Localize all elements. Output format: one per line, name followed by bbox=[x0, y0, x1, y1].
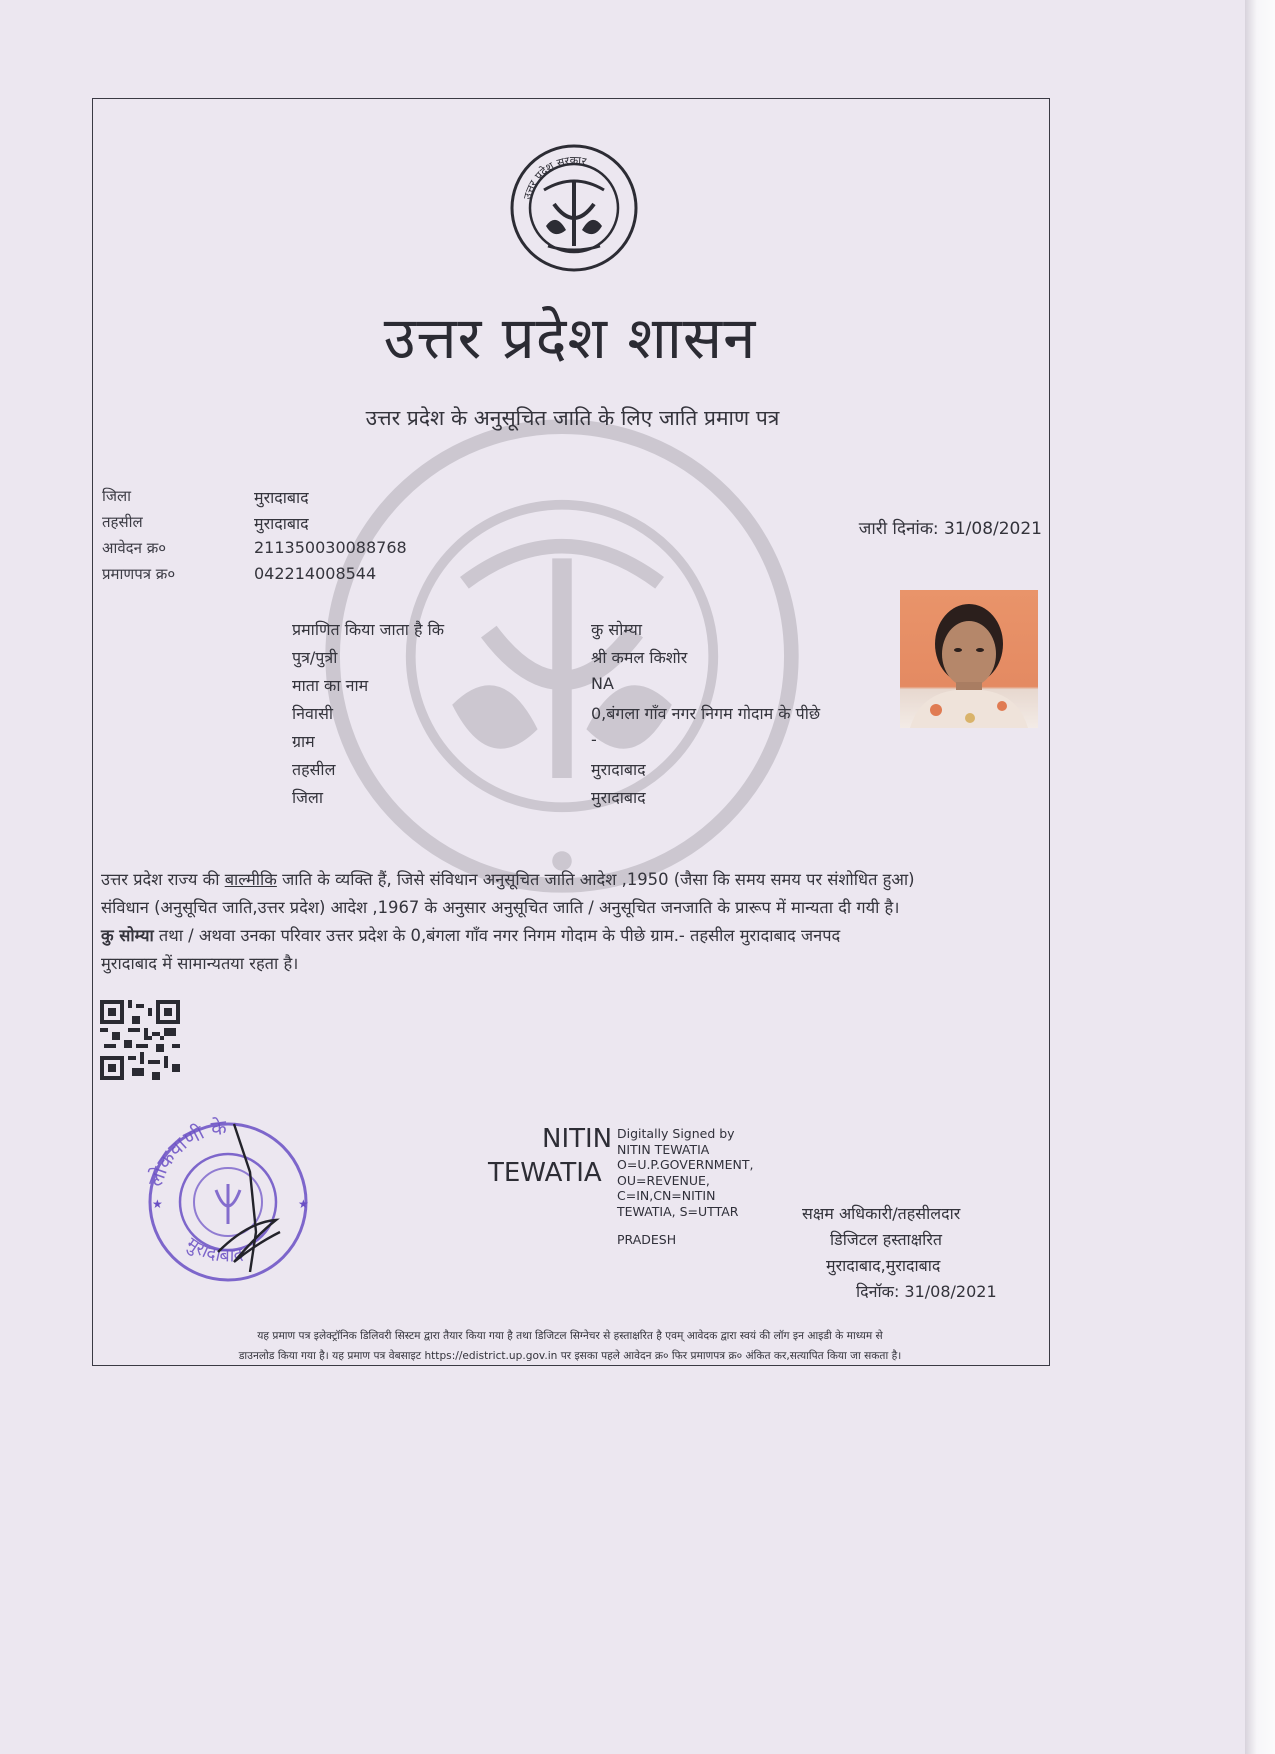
district-label: जिला bbox=[102, 487, 132, 505]
signer-last-name: TEWATIA bbox=[488, 1158, 602, 1188]
mother-name-label: माता का नाम bbox=[292, 676, 369, 695]
tehsil-value: मुरादाबाद bbox=[254, 514, 309, 533]
officer-digital-note: डिजिटल हस्ताक्षरित bbox=[830, 1230, 942, 1249]
certificate-subtitle: उत्तर प्रदेश के अनुसूचित जाति के लिए जाति प्रमाण पत्र bbox=[365, 406, 780, 430]
applicant-photo bbox=[900, 590, 1038, 728]
resident-label: निवासी bbox=[292, 704, 334, 723]
certificate-number-label: प्रमाणपत्र क्र० bbox=[102, 565, 176, 583]
grid-tehsil-value: मुरादाबाद bbox=[591, 760, 646, 779]
footer-note bbox=[100, 1326, 1040, 1366]
paragraph-line-1: उत्तर प्रदेश राज्य की बाल्मीकि जाति के व्यक्ति हैं, जिसे संविधान अनुसूचित जाति आदेश ,1950 (जैसा कि समय समय पर संशोधित हुआ) bbox=[101, 870, 915, 889]
footer-line-1: यह प्रमाण पत्र इलेक्ट्रॉनिक डिलिवरी सिस्टम द्वारा तैयार किया गया है तथा डिजिटल सिग्नेचर से हस्ताक्षरित है एवम् आवेदक द्वारा स्वयं की लॉग इन आइडी के माध्यम से bbox=[257, 1330, 883, 1342]
village-label: ग्राम bbox=[292, 732, 315, 751]
officer-date: दिनॉक: 31/08/2021 bbox=[856, 1282, 997, 1301]
application-number-label: आवेदन क्र० bbox=[102, 539, 167, 557]
paragraph-line-2: संविधान (अनुसूचित जाति,उत्तर प्रदेश) आदेश ,1967 के अनुसार अनुसूचित जाति / अनुसूचित जनजाति के प्रारूप में मान्यता दी गयी है। bbox=[101, 898, 900, 917]
mother-name: NA bbox=[591, 674, 614, 693]
svg-text:★: ★ bbox=[152, 1197, 163, 1211]
page-title: उत्तर प्रदेश शासन bbox=[383, 304, 757, 372]
qr-code bbox=[100, 1000, 180, 1080]
application-number-value: 211350030088768 bbox=[254, 538, 407, 557]
digital-signature-details: Digitally Signed by NITIN TEWATIA O=U.P.GOVERNMENT, OU=REVENUE, C=IN,CN=NITIN TEWATIA, S=UTTAR bbox=[617, 1126, 754, 1219]
grid-district-value: मुरादाबाद bbox=[591, 788, 646, 807]
grid-district-label: जिला bbox=[292, 788, 324, 807]
signer-first-name: NITIN bbox=[542, 1124, 613, 1154]
footer-line-2: डाउनलोड किया गया है। यह प्रमाण पत्र वेबसाइट https://edistrict.up.gov.in पर इसका पहले आवेदन क्र० फिर प्रमाणपत्र क्र० अंकित कर,सत्यापित किया जा सकता है। bbox=[238, 1350, 902, 1362]
caste-name: बाल्मीकि bbox=[224, 870, 277, 889]
up-government-emblem-icon bbox=[508, 142, 640, 274]
officer-location: मुरादाबाद,मुरादाबाद bbox=[826, 1256, 941, 1275]
applicant-name-bold: कु सोम्या bbox=[101, 926, 154, 945]
scan-page-edge bbox=[1245, 0, 1275, 1754]
emblem-text: उत्तर प्रदेश सरकार bbox=[520, 153, 588, 201]
paragraph-line-3: कु सोम्या तथा / अथवा उनका परिवार उत्तर प्रदेश के 0,बंगला गाँव नगर निगम गोदाम के पीछे ग्राम.- तहसील मुरादाबाद जनपद bbox=[101, 926, 841, 945]
certify-label: प्रमाणित किया जाता है कि bbox=[292, 620, 445, 639]
district-value: मुरादाबाद bbox=[254, 488, 309, 507]
village-value: - bbox=[591, 730, 597, 749]
svg-text:★: ★ bbox=[298, 1197, 309, 1211]
tehsil-label: तहसील bbox=[102, 513, 143, 531]
parent-label: पुत्र/पुत्री bbox=[292, 648, 338, 667]
digital-signature-state: PRADESH bbox=[617, 1232, 677, 1247]
resident-address: 0,बंगला गाँव नगर निगम गोदाम के पीछे bbox=[591, 704, 821, 723]
certificate-number-value: 042214008544 bbox=[254, 564, 377, 583]
paragraph-line-4: मुरादाबाद में सामान्यतया रहता है। bbox=[101, 954, 299, 973]
seal-text-top: लोकवाणी के bbox=[142, 1114, 228, 1190]
svg-text:उत्तर प्रदेश सरकार bbox=[521, 154, 588, 201]
seal-text-bottom: मुरादाबाद bbox=[182, 1233, 245, 1267]
officer-designation: सक्षम अधिकारी/तहसीलदार bbox=[802, 1204, 961, 1223]
official-seal-stamp bbox=[138, 1112, 324, 1284]
grid-tehsil-label: तहसील bbox=[292, 760, 336, 779]
parent-name: श्री कमल किशोर bbox=[591, 648, 688, 667]
certification-paragraph bbox=[101, 866, 1046, 978]
applicant-name: कु सोम्या bbox=[591, 620, 642, 639]
issue-date: जारी दिनांक: 31/08/2021 bbox=[858, 519, 1042, 539]
